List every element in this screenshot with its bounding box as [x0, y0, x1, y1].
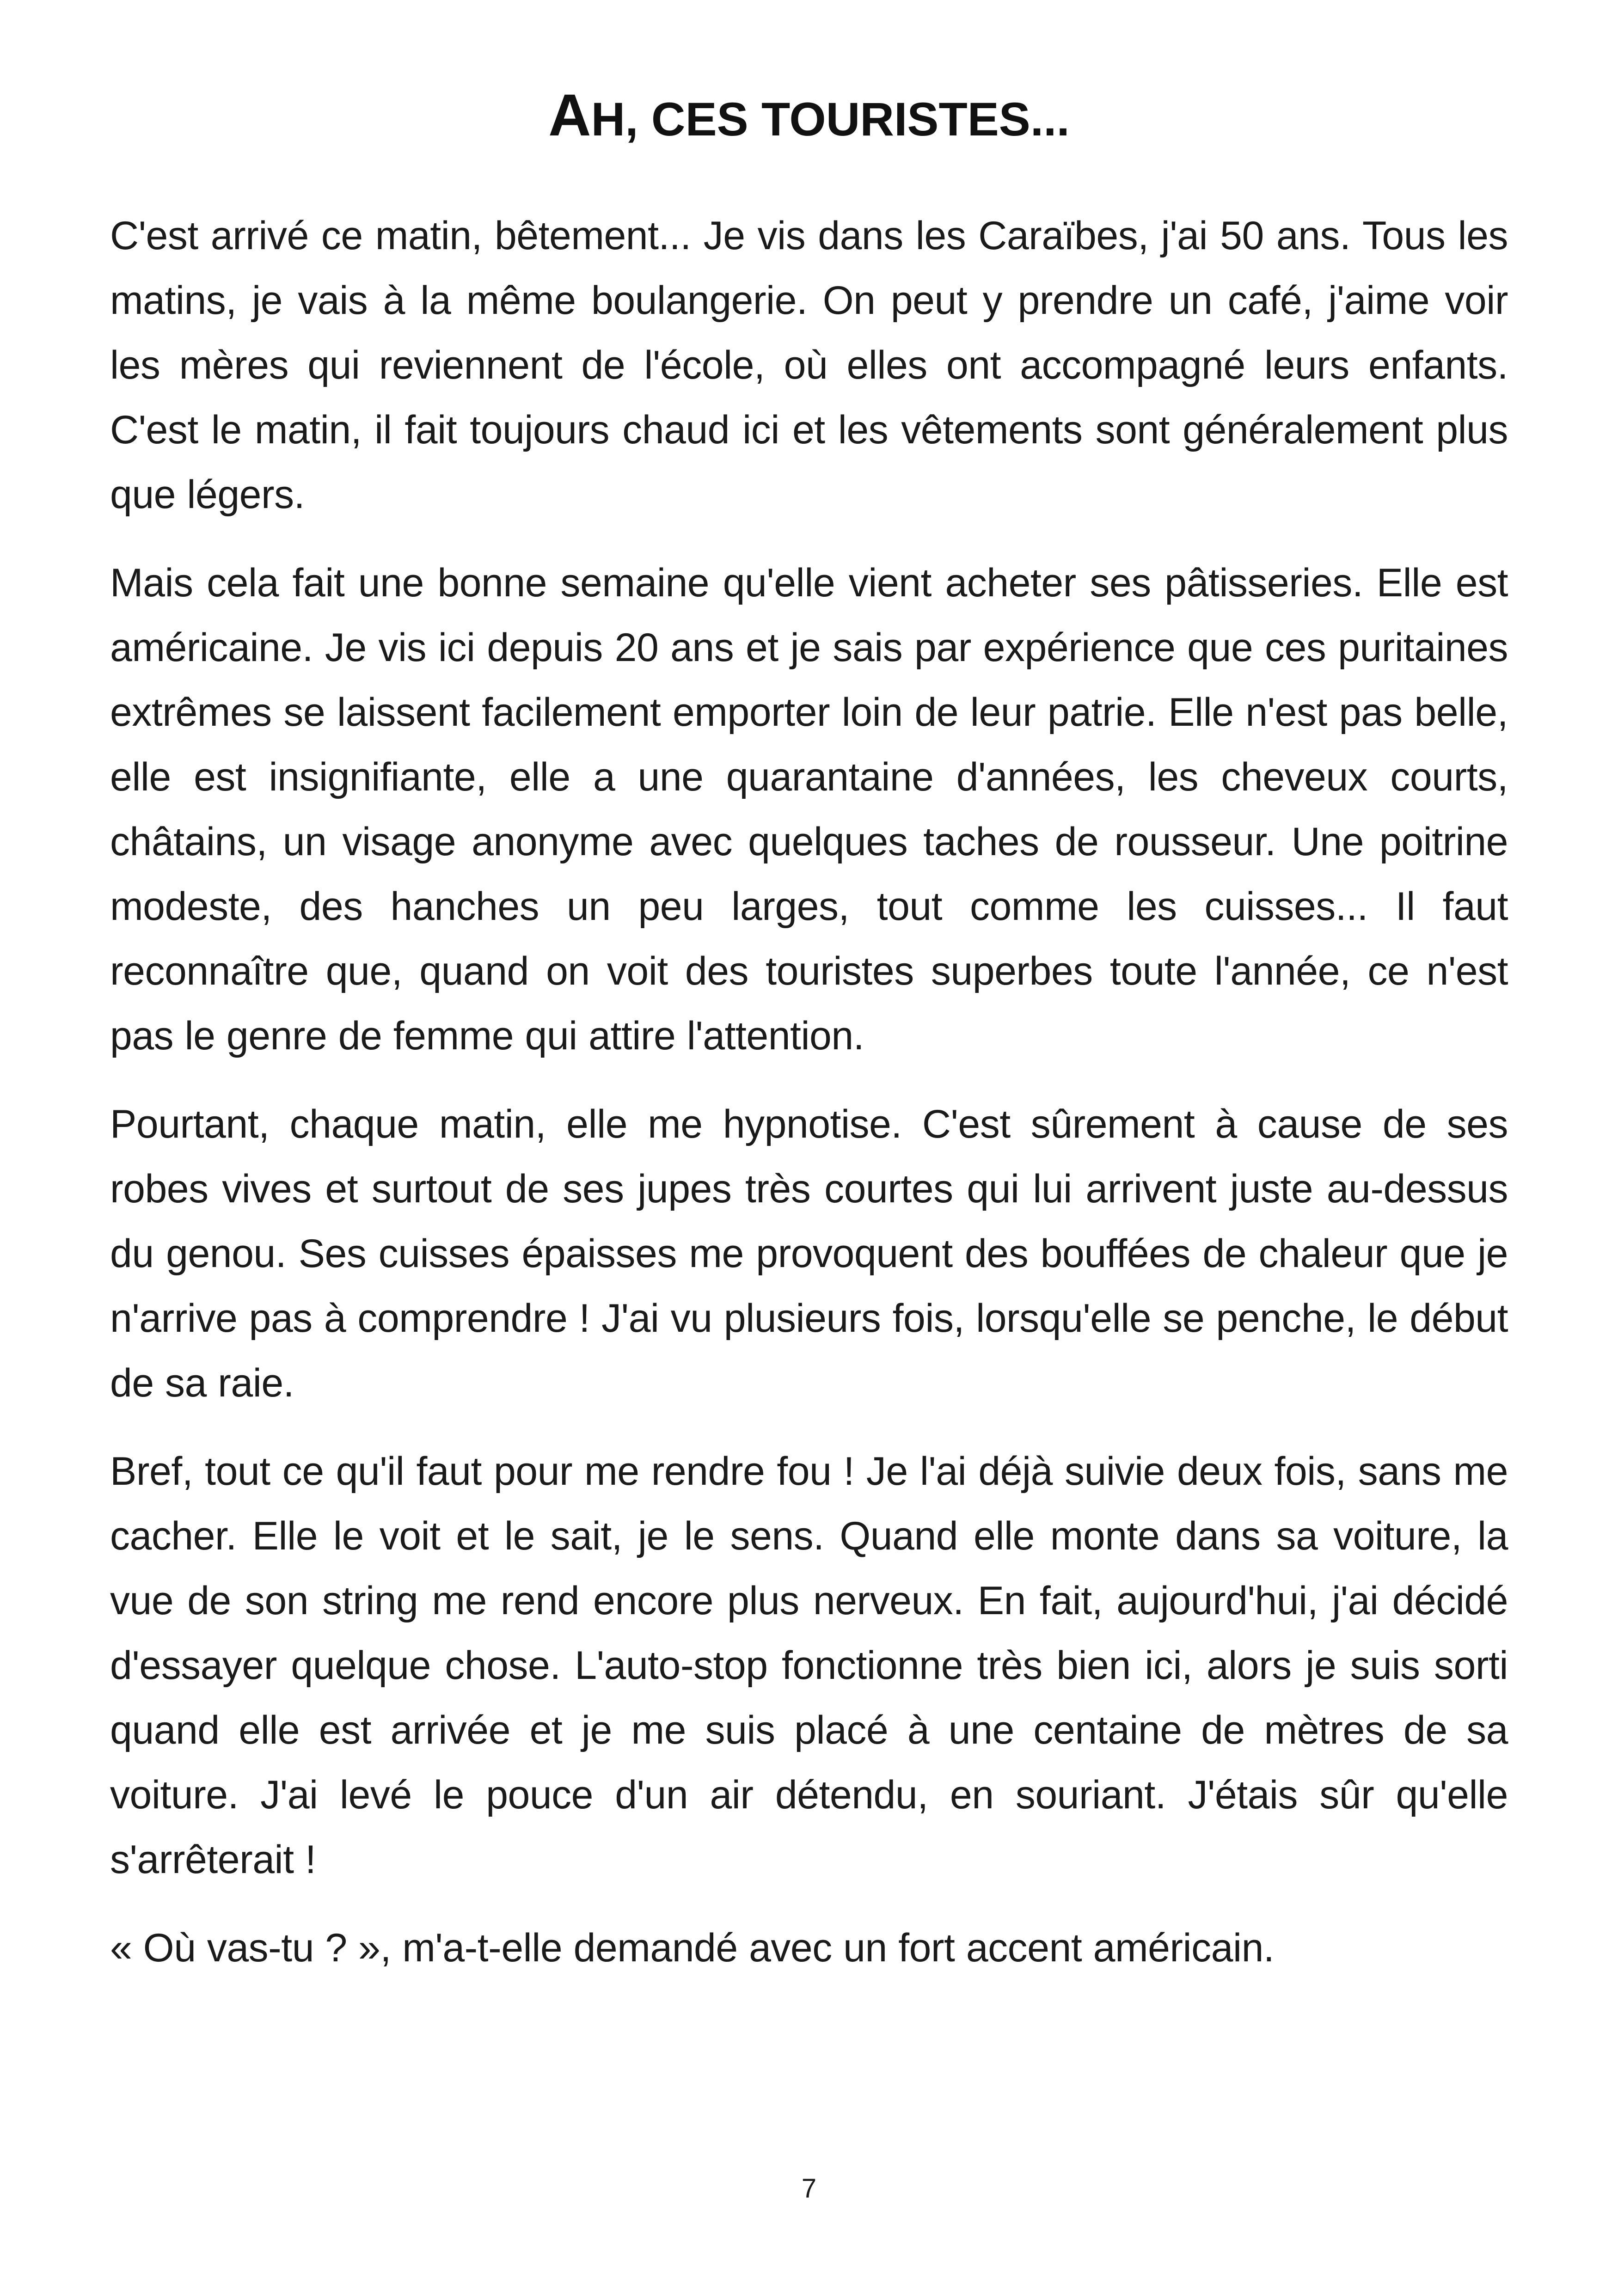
chapter-title-initial: A	[548, 82, 591, 148]
paragraph-5: « Où vas-tu ? », m'a-t-elle demandé avec un fort accent américain.	[110, 1926, 1275, 1970]
paragraph-2: Mais cela fait une bonne semaine qu'elle vient acheter ses pâtisseries. Elle est américaine. Je vis ici depuis 20 ans et je sais par expérience que ces puritaines extrêmes se laissent facilement emporter loin de leur patrie. Elle n'est pas belle, elle est insignifiante, elle a une quarantaine d'années, les cheveux courts, châtains, un visage anonyme avec quelques taches de rousseur. Une poitrine modeste, des hanches un peu larges, tout comme les cuisses... Il faut reconnaître que, quand on voit des touristes superbes toute l'année, ce n'est pas le genre de femme qui attire l'attention.	[110, 561, 1508, 1058]
page-number: 7	[801, 2174, 817, 2204]
chapter-title-rest: H, CES TOURISTES...	[591, 93, 1070, 146]
paragraph-4: Bref, tout ce qu'il faut pour me rendre fou ! Je l'ai déjà suivie deux fois, sans me cacher. Elle le voit et le sait, je le sens. Quand elle monte dans sa voiture, la vue de son string me rend encore plus nerveux. En fait, aujourd'hui, j'ai décidé d'essayer quelque chose. L'auto-stop fonctionne très bien ici, alors je suis sorti quand elle est arrivée et je me suis placé à une centaine de mètres de sa voiture. J'ai levé le pouce d'un air détendu, en souriant. J'étais sûr qu'elle s'arrêterait !	[110, 1449, 1508, 1882]
paragraph-3: Pourtant, chaque matin, elle me hypnotise. C'est sûrement à cause de ses robes vives et surtout de ses jupes très courtes qui lui arrivent juste au-dessus du genou. Ses cuisses épaisses me provoquent des bouffées de chaleur que je n'arrive pas à comprendre ! J'ai vu plusieurs fois, lorsqu'elle se penche, le début de sa raie.	[110, 1102, 1508, 1405]
chapter-body	[110, 203, 1508, 1980]
paragraph-1: C'est arrivé ce matin, bêtement... Je vis dans les Caraïbes, j'ai 50 ans. Tous les matins, je vais à la même boulangerie. On peut y prendre un café, j'aime voir les mères qui reviennent de l'école, où elles ont accompagné leurs enfants. C'est le matin, il fait toujours chaud ici et les vêtements sont généralement plus que légers.	[110, 214, 1508, 517]
chapter-title	[0, 82, 1618, 149]
